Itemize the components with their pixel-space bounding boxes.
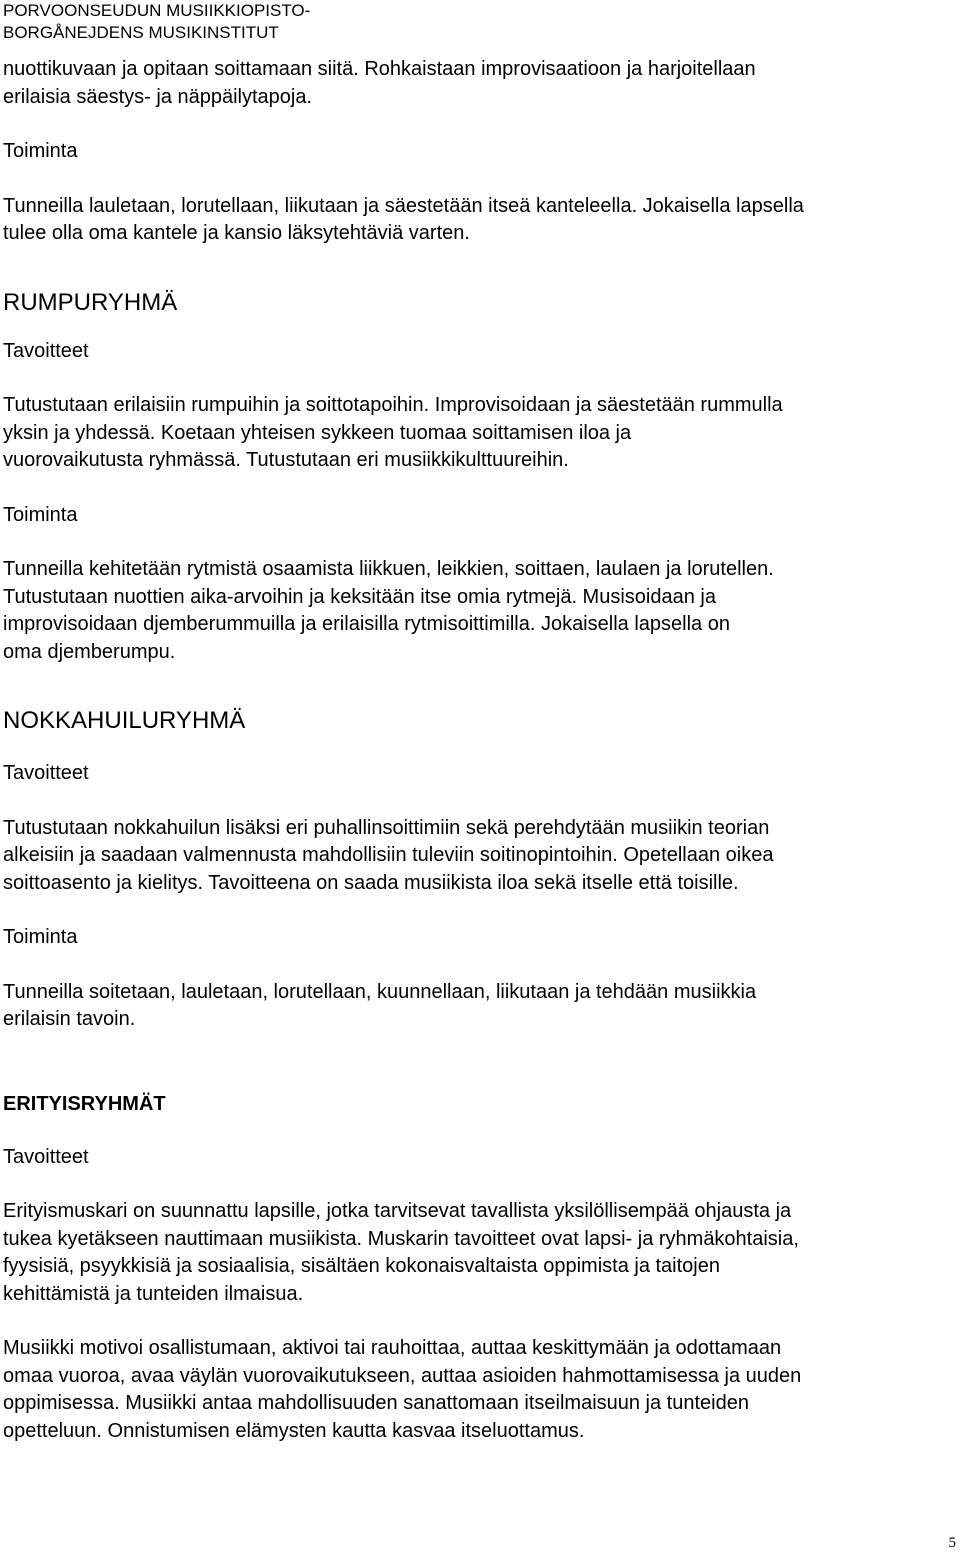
- section-title: NOKKAHUILURYHMÄ: [3, 707, 246, 734]
- erityisryhmat-section: [3, 1090, 953, 1446]
- page-number: 5: [948, 1535, 956, 1551]
- body-line: yksin ja yhdessä. Koetaan yhteisen sykkeen tuomaa soittamisen iloa ja: [3, 421, 632, 444]
- body-line: Tutustutaan erilaisiin rumpuihin ja soittotapoihin. Improvisoidaan ja säestetään rummulla: [3, 394, 783, 416]
- body-line: kehittämistä ja tunteiden ilmaisua.: [3, 1282, 304, 1305]
- body-line: alkeisiin ja saadaan valmennusta mahdollisiin tuleviin soitinopintoihin. Opetellaan oikea: [3, 844, 774, 866]
- body-line: Tutustutaan nokkahuilun lisäksi eri puhallinsoittimiin sekä perehdytään musiikin teorian: [3, 816, 770, 839]
- body-line: vuorovaikutusta ryhmässä. Tutustutaan eri musiikkikulttuureihin.: [3, 449, 569, 471]
- body-line: soittoasento ja kielitys. Tavoitteena on saada musiikista iloa sekä itselle että toisille.: [3, 871, 739, 894]
- body-line: Tunneilla soitetaan, lauletaan, lorutellaan, kuunnellaan, liikutaan ja tehdään musiikkia: [3, 980, 757, 1003]
- section-title: RUMPURYHMÄ: [3, 288, 178, 316]
- body-line: erilaisin tavoin.: [3, 1008, 136, 1030]
- body-line: opetteluun. Onnistumisen elämysten kautta kasvaa itseluottamus.: [3, 1419, 585, 1442]
- section-title: ERITYISRYHMÄT: [3, 1092, 166, 1115]
- body-line: Erityismuskari on suunnattu lapsille, jotka tarvitsevat tavallista yksilöllisempää ohjausta ja: [3, 1200, 792, 1222]
- toiminta-label: Toiminta: [3, 140, 78, 162]
- nokkahuiluryhma-section: [3, 706, 953, 1034]
- document-body: [3, 56, 953, 1445]
- body-line: Tunneilla kehitetään rytmistä osaamista liikkuen, leikkien, soittaen, laulaen ja lorutellen.: [3, 558, 774, 580]
- document-header: [3, 0, 310, 44]
- body-line: Tutustutaan nuottien aika-arvoihin ja keksitään itse omia rytmejä. Musisoidaan ja: [3, 585, 716, 608]
- rumpuryhma-section: [3, 288, 953, 667]
- body-line: tulee olla oma kantele ja kansio läksytehtäviä varten.: [3, 222, 470, 244]
- header-line-2: BORGÅNEJDENS MUSIKINSTITUT: [3, 23, 279, 42]
- tavoitteet-label: Tavoitteet: [3, 1145, 89, 1168]
- body-line: oppimisessa. Musiikki antaa mahdollisuuden sanattomaan itseilmaisuun ja tunteiden: [3, 1392, 749, 1414]
- body-line: erilaisia säestys- ja näppäilytapoja.: [3, 85, 313, 108]
- tavoitteet-label: Tavoitteet: [3, 762, 89, 784]
- body-line: omaa vuoroa, avaa väylän vuorovaikutukseen, auttaa asioiden hahmottamisessa ja uuden: [3, 1364, 802, 1387]
- body-line: fyysisiä, psyykkisiä ja sosiaalisia, sisältäen kokonaisvaltaista oppimista ja taitojen: [3, 1255, 720, 1277]
- body-line: improvisoidaan djemberummuilla ja erilaisilla rytmisoittimilla. Jokaisella lapsella on: [3, 613, 730, 635]
- body-line: nuottikuvaan ja opitaan soittamaan siitä. Rohkaistaan improvisaatioon ja harjoitellaan: [3, 58, 756, 80]
- body-line: oma djemberumpu.: [3, 640, 176, 663]
- body-line: Tunneilla lauletaan, lorutellaan, liikutaan ja säestetään itseä kanteleella. Jokaisella lapsella: [3, 194, 804, 217]
- tavoitteet-label: Tavoitteet: [3, 339, 89, 362]
- intro-section: [3, 56, 953, 248]
- toiminta-label: Toiminta: [3, 503, 78, 526]
- body-line: Musiikki motivoi osallistumaan, aktivoi tai rauhoittaa, auttaa keskittymään ja odottamaan: [3, 1337, 782, 1359]
- toiminta-label: Toiminta: [3, 926, 78, 948]
- body-line: tukea kyetäkseen nauttimaan musiikista. Muskarin tavoitteet ovat lapsi- ja ryhmäkohtaisia,: [3, 1227, 799, 1250]
- header-line-1: PORVOONSEUDUN MUSIIKKIOPISTO-: [3, 1, 311, 20]
